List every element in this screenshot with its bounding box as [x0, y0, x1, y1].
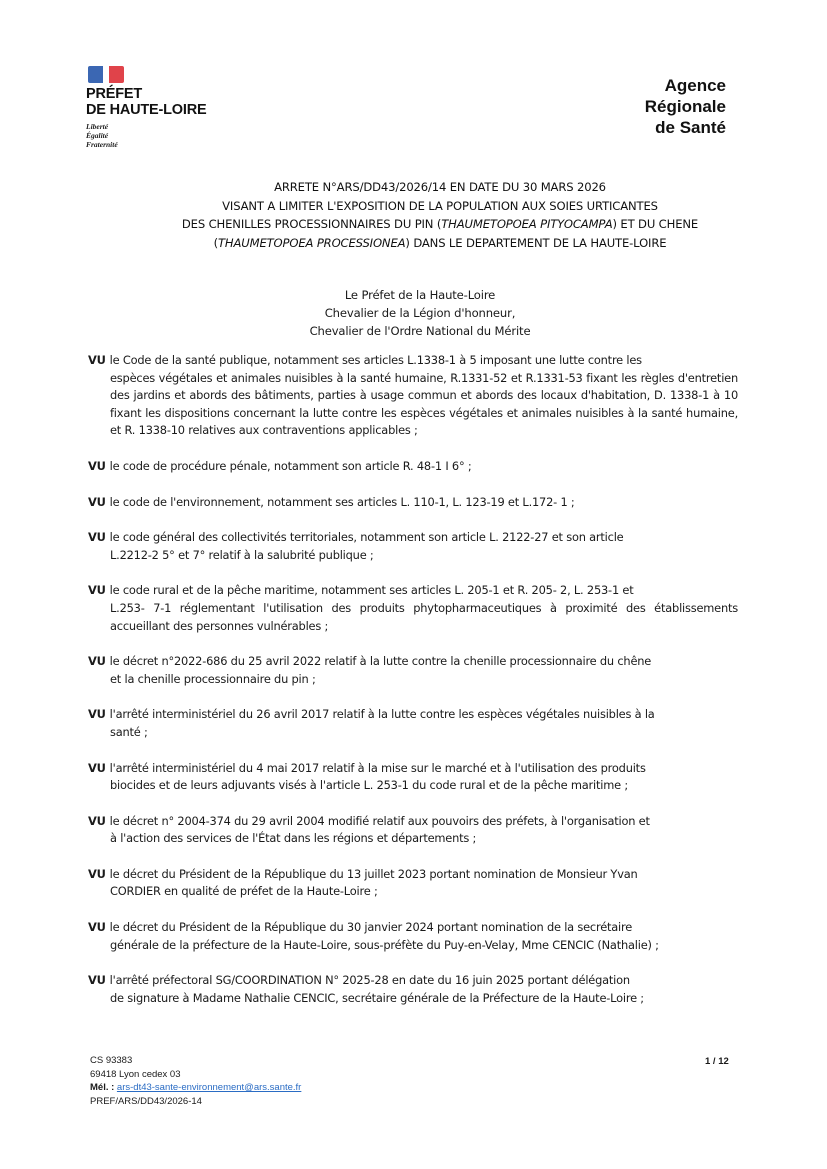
- vu-item: VU l'arrêté préfectoral SG/COORDINATION N° 2025-28 en date du 16 juin 2025 portant délégation de signature à Madame Nathalie CENCIC, secrétaire générale de la Préfecture de la Haute-Loire ;: [88, 973, 644, 1005]
- page-number: 1 / 12: [705, 1056, 729, 1067]
- vu-item: VU le code rural et de la pêche maritime, notamment ses articles L. 205-1 et R. 205- 2, L. 253-1 et L.253- 7-1 réglementant l'utilisation des produits phytopharmaceutiques à proximité des établissements accueillant des personnes vulnérables ;: [88, 583, 738, 633]
- vu-item: VU le Code de la santé publique, notamment ses articles L.1338-1 à 5 imposant une lutte contre les espèces végétales et animales nuisibles à la santé humaine, R.1331-52 et R.1331-53 fixant les règles d'entretien des jardins et abords des bâtiments, parties à usage commun et abords des locaux d'habitation, D. 1338-1 à 10 fixant les dispositions concernant la lutte contre les espèces végétales et animales nuisibles à la santé humaine, et R. 1338-10 relatives aux contraventions applicables ;: [88, 353, 738, 438]
- vu-item: VU l'arrêté interministériel du 4 mai 2017 relatif à la mise sur le marché et à l'utilisation des produits biocides et de leurs adjuvants visés à l'article L. 253-1 du code rural et de la pêche maritime ;: [88, 760, 646, 793]
- decree-title: ARRETE N°ARS/DD43/2026/14 EN DATE DU 30 MARS 2026 VISANT A LIMITER L'EXPOSITION DE LA POPULATION AUX SOIES URTICANTES DES CHENILLES PROCESSIONNAIRES DU PIN (THAUMETOPOEA PITYOCAMPA) ET DU CHENE (THAUMETOPOEA PROCESSIONEA) DANS LE DEPARTEMENT DE LA HAUTE-LOIRE: [181, 180, 699, 250]
- vu-item: VU le décret du Président de la République du 13 juillet 2023 portant nomination de Monsieur Yvan CORDIER en qualité de préfet de la Haute-Loire ;: [88, 866, 638, 899]
- contact-email-link[interactable]: ars-dt43-sante-environnement@ars.sante.fr: [116, 1082, 302, 1093]
- vu-item: VU le code général des collectivités territoriales, notamment son article L. 2122-27 et son article L.2212-2 5° et 7° relatif à la salubrité publique ;: [88, 530, 624, 562]
- footer-address: CS 93383 69418 Lyon cedex 03 Mél. : ars-dt43-sante-environnement@ars.sante.fr PREF/ARS/DD43/2026-14: [90, 1055, 302, 1107]
- prefecture-logo: [86, 66, 206, 149]
- vu-item: VU le code de l'environnement, notamment ses articles L. 110-1, L. 123-19 et L.172- 1 ;: [88, 494, 575, 509]
- marianne-flag-icon: [88, 66, 126, 83]
- vu-item: VU le code de procédure pénale, notamment son article R. 48-1 I 6° ;: [88, 458, 472, 473]
- vu-item: VU le décret n° 2004-374 du 29 avril 2004 modifié relatif aux pouvoirs des préfets, à l'organisation et à l'action des services de l'État dans les régions et départements ;: [88, 813, 650, 846]
- agency-name: Agence Régionale de Santé: [644, 76, 726, 137]
- vu-item: VU le décret n°2022-686 du 25 avril 2022 relatif à la lutte contre la chenille processionnaire du chêne et la chenille processionnaire du pin ;: [88, 654, 652, 686]
- vu-item: VU le décret du Président de la République du 30 janvier 2024 portant nomination de la secrétaire générale de la préfecture de la Haute-Loire, sous-préfète du Puy-en-Velay, Mme CENCIC (Nathalie) ;: [88, 920, 659, 952]
- prefecture-name: PRÉFET DE HAUTE-LOIRE: [86, 86, 207, 118]
- republic-motto: Liberté Égalité Fraternité: [86, 122, 118, 149]
- vu-considerations-list: [88, 352, 738, 1007]
- prefect-titles: Le Préfet de la Haute-Loire Chevalier de la Légion d'honneur, Chevalier de l'Ordre National du Mérite: [309, 288, 531, 338]
- vu-item: VU l'arrêté interministériel du 26 avril 2017 relatif à la lutte contre les espèces végétales nuisibles à la santé ;: [88, 707, 655, 739]
